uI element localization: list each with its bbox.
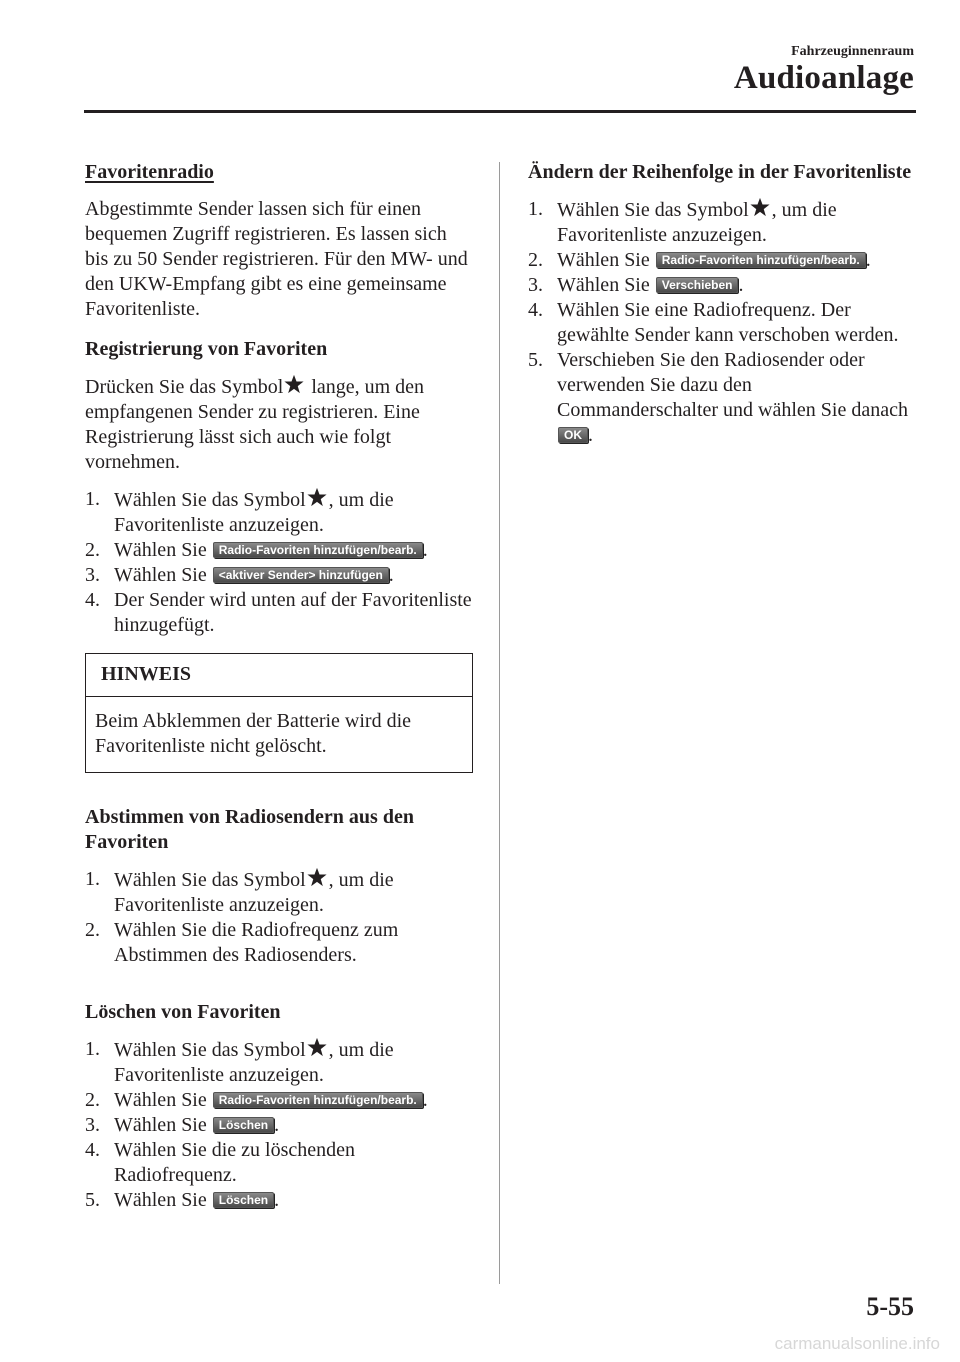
hinweis-text: Beim Abklemmen der Batterie wird die Favoritenliste nicht gelöscht. bbox=[95, 710, 412, 757]
step-number: 1. bbox=[85, 868, 100, 890]
step-text: Wählen Sie bbox=[114, 539, 207, 561]
list-item bbox=[85, 1037, 473, 1088]
abstimmen-steps bbox=[85, 867, 473, 968]
step-number: 3. bbox=[85, 564, 100, 586]
step-text: . bbox=[388, 564, 394, 586]
list-item bbox=[85, 1113, 473, 1138]
step-number: 1. bbox=[85, 1038, 100, 1060]
verschieben-button[interactable]: Verschieben bbox=[656, 277, 739, 293]
step-text: , um die Favoritenliste anzuzeigen. bbox=[114, 489, 394, 536]
step-text: . bbox=[588, 424, 593, 446]
star-icon bbox=[284, 374, 304, 394]
list-item bbox=[85, 1088, 473, 1113]
step-number: 2. bbox=[85, 539, 100, 561]
heading-registrierung: Registrierung von Favoriten bbox=[85, 338, 328, 360]
step-text: Wählen Sie bbox=[114, 564, 207, 586]
section-label: Fahrzeuginnenraum bbox=[791, 44, 914, 59]
step-text: . bbox=[274, 1189, 280, 1211]
star-icon bbox=[307, 1037, 327, 1057]
step-text: Verschieben Sie den Radiosender oder verwenden Sie dazu den Commanderschalter und wählen Sie danach bbox=[557, 349, 908, 421]
step-text: Wählen Sie das Symbol bbox=[114, 489, 306, 511]
radio-favoriten-button[interactable]: Radio-Favoriten hinzufügen/bearb. bbox=[213, 542, 423, 558]
step-text: . bbox=[865, 249, 871, 271]
right-column bbox=[528, 160, 916, 448]
list-item bbox=[85, 538, 473, 563]
heading-loeschen: Löschen von Favoriten bbox=[85, 1001, 281, 1023]
step-number: 1. bbox=[528, 198, 543, 220]
list-item bbox=[85, 1138, 473, 1188]
step-text: , um die Favoritenliste anzuzeigen. bbox=[557, 199, 837, 246]
step-text: Wählen Sie bbox=[557, 274, 650, 296]
step-number: 4. bbox=[85, 1139, 100, 1161]
step-number: 3. bbox=[85, 1114, 100, 1136]
step-number: 4. bbox=[528, 299, 543, 321]
step-text: . bbox=[422, 539, 428, 561]
step-number: 4. bbox=[85, 589, 100, 611]
page-number: 5-55 bbox=[866, 1292, 914, 1321]
step-text: Wählen Sie bbox=[114, 1089, 207, 1111]
list-item bbox=[85, 918, 473, 968]
step-text: . bbox=[738, 274, 744, 296]
page-title: Audioanlage bbox=[733, 60, 914, 96]
step-text: Wählen Sie bbox=[114, 1189, 207, 1211]
list-item bbox=[528, 248, 916, 273]
intro-part: Drücken Sie das Symbol bbox=[85, 376, 284, 398]
star-icon bbox=[307, 867, 327, 887]
step-text: Wählen Sie eine Radiofrequenz. Der gewählte Sender kann verschoben werden. bbox=[557, 299, 899, 346]
step-text: Wählen Sie das Symbol bbox=[557, 199, 749, 221]
step-number: 2. bbox=[85, 919, 100, 941]
step-number: 2. bbox=[528, 249, 543, 271]
hinweis-title: HINWEIS bbox=[86, 654, 472, 697]
aendern-steps bbox=[528, 197, 916, 448]
column-divider bbox=[499, 162, 500, 1284]
ok-button[interactable]: OK bbox=[558, 427, 588, 443]
header-rule bbox=[84, 110, 916, 113]
step-text: Der Sender wird unten auf der Favoritenliste hinzugefügt. bbox=[114, 589, 472, 636]
list-item bbox=[85, 1188, 473, 1213]
step-text: , um die Favoritenliste anzuzeigen. bbox=[114, 1039, 394, 1086]
heading-aendern: Ändern der Reihenfolge in der Favoritenliste bbox=[528, 161, 912, 183]
list-item bbox=[528, 273, 916, 298]
step-text: Wählen Sie die Radiofrequenz zum Abstimmen des Radiosenders. bbox=[114, 919, 399, 966]
star-icon bbox=[750, 197, 770, 217]
radio-favoriten-button[interactable]: Radio-Favoriten hinzufügen/bearb. bbox=[656, 252, 866, 268]
intro-part: lange, um den empfangenen Sender zu registrieren. Eine Registrierung lässt sich auch wie folgt vornehmen. bbox=[85, 376, 425, 473]
star-icon bbox=[307, 487, 327, 507]
hinweis-box bbox=[85, 653, 473, 773]
list-item bbox=[528, 298, 916, 348]
list-item bbox=[528, 348, 916, 448]
step-text: Wählen Sie die zu löschenden Radiofrequenz. bbox=[114, 1139, 356, 1186]
step-number: 1. bbox=[85, 488, 100, 510]
step-number: 5. bbox=[528, 349, 543, 371]
step-text: Wählen Sie das Symbol bbox=[114, 1039, 306, 1061]
step-text: . bbox=[422, 1089, 428, 1111]
step-text: . bbox=[274, 1114, 280, 1136]
list-item bbox=[85, 563, 473, 588]
step-number: 5. bbox=[85, 1189, 100, 1211]
registrierung-intro bbox=[85, 374, 473, 475]
step-text: , um die Favoritenliste anzuzeigen. bbox=[114, 869, 394, 916]
list-item bbox=[528, 197, 916, 248]
loeschen-button[interactable]: Löschen bbox=[213, 1192, 274, 1208]
list-item bbox=[85, 487, 473, 538]
favoritenradio-text: Abgestimmte Sender lassen sich für einen bequemen Zugriff registrieren. Es lassen sich bis zu 50 Sender registrieren. Für den MW- und den UKW-Empfang gibt es eine gemeinsame Favoritenliste. bbox=[85, 198, 468, 320]
step-text: Wählen Sie bbox=[557, 249, 650, 271]
loeschen-button[interactable]: Löschen bbox=[213, 1117, 274, 1133]
heading-abstimmen: Abstimmen von Radiosendern aus den Favoriten bbox=[85, 806, 414, 853]
loeschen-steps bbox=[85, 1037, 473, 1213]
list-item bbox=[85, 867, 473, 918]
step-number: 3. bbox=[528, 274, 543, 296]
step-text: Wählen Sie bbox=[114, 1114, 207, 1136]
registrierung-steps bbox=[85, 487, 473, 638]
radio-favoriten-button[interactable]: Radio-Favoriten hinzufügen/bearb. bbox=[213, 1092, 423, 1108]
left-column bbox=[85, 160, 473, 1213]
step-text: Wählen Sie das Symbol bbox=[114, 869, 306, 891]
watermark: carmanualsonline.info bbox=[774, 1334, 940, 1353]
step-number: 2. bbox=[85, 1089, 100, 1111]
heading-favoritenradio: Favoritenradio bbox=[85, 161, 214, 183]
list-item bbox=[85, 588, 473, 638]
aktiver-sender-hinzufuegen-button[interactable]: <aktiver Sender> hinzufügen bbox=[213, 567, 389, 583]
